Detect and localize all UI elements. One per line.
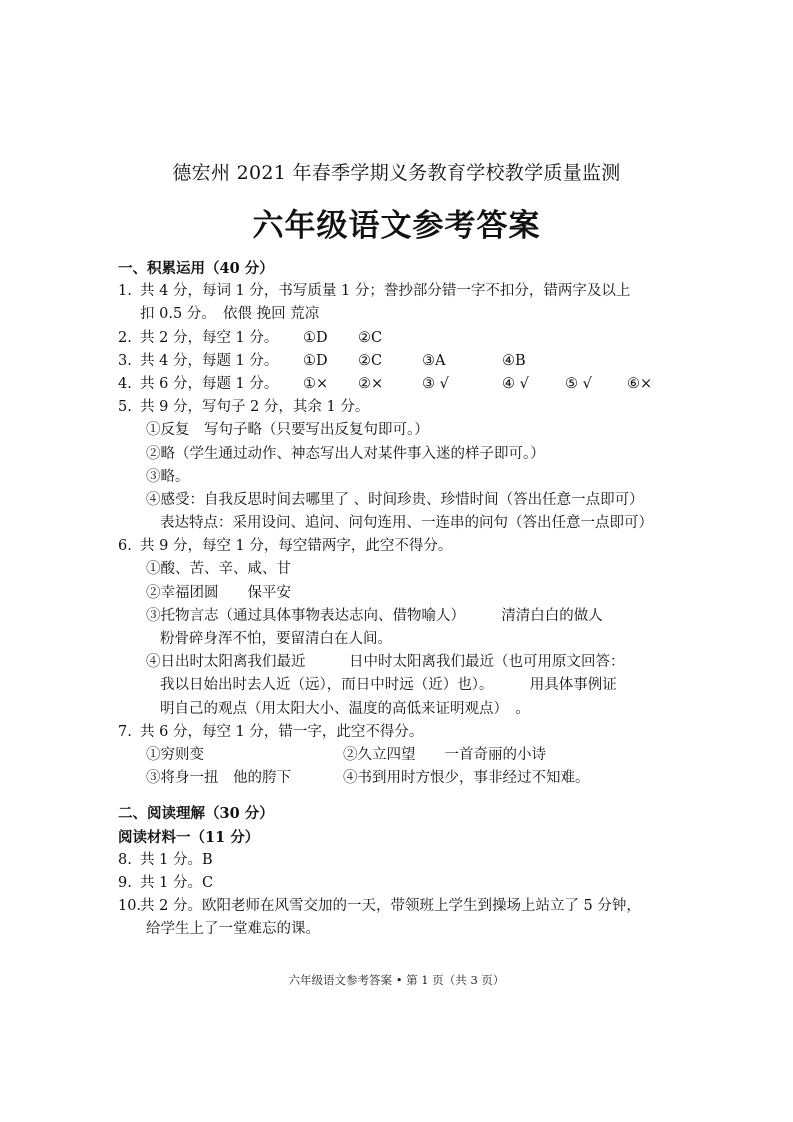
exam-subtitle: 德宏州 2021 年春季学期义务教育学校教学质量监测 [172, 162, 621, 184]
sub-answer [118, 674, 688, 697]
sub-answer-text: 粉骨碎身浑不怕，要留清白在人间。 [160, 631, 392, 647]
answer: ②C [358, 329, 383, 346]
question-number: 1. [118, 283, 132, 300]
sub-answer [118, 582, 688, 605]
reading-material-heading: 阅读材料一（11 分） [118, 828, 260, 846]
question-number: 3. [118, 352, 132, 369]
answer: ①D [303, 329, 328, 346]
question-text: 扣 0.5 分。 依偎 挽回 荒凉 [140, 306, 320, 323]
answer: ④B [502, 352, 526, 369]
question-9 [118, 872, 688, 895]
sub-answer-text: ②略（学生通过动作、神态写出人对某件事入迷的样子即可。） [146, 445, 545, 462]
sub-answer [118, 443, 688, 466]
answer: ②× [358, 375, 384, 392]
question-10-cont [118, 918, 688, 941]
question-1 [118, 280, 688, 303]
answer: ②C [358, 352, 383, 369]
answer: ③A [422, 352, 446, 369]
sub-answer-text: ③将身一扭 他的胯下 [146, 770, 291, 787]
question-lead: 共 4 分，每题 1 分。 [140, 352, 279, 369]
question-number: 10. [118, 898, 142, 915]
sub-answer-text: ④日出时太阳离我们最近 日中时太阳离我们最近（也可用原文回答： [146, 654, 625, 671]
question-3 [118, 350, 688, 373]
question-number: 4. [118, 375, 132, 392]
question-8 [118, 849, 688, 872]
answer: ⑥× [627, 375, 653, 392]
question-lead: 共 9 分，每空 1 分，每空错两字，此空不得分。 [140, 538, 453, 555]
sub-answer [118, 466, 688, 489]
sub-answer-row [118, 767, 688, 790]
question-number: 7. [118, 723, 132, 740]
question-1-cont [118, 303, 688, 326]
answer: ①× [303, 375, 329, 392]
question-2 [118, 327, 688, 350]
section-heading-1: 一、积累运用（40 分） [118, 260, 274, 277]
answer: ⑤ √ [565, 375, 592, 392]
question-lead: 共 6 分，每空 1 分，错一字，此空不得分。 [140, 723, 424, 740]
question-text: 共 1 分。B [140, 851, 213, 868]
sub-answer-text: ②幸福团圆 保平安 [146, 584, 291, 601]
sub-answer-text: ④感受：自我反思时间去哪里了 、时间珍贵、珍惜时间（答出任意一点即可） [146, 491, 644, 508]
sub-answer [118, 651, 688, 674]
sub-answer-text: ②久立四望 一首奇丽的小诗 [343, 746, 546, 763]
question-5 [118, 396, 688, 419]
sub-answer-text: ①反复 写句子略（只要写出反复句即可。） [146, 422, 429, 439]
answer: ①D [303, 352, 328, 369]
question-text: 共 2 分。欧阳老师在风雪交加的一天，带领班上学生到操场上站立了 5 分钟， [140, 898, 641, 915]
question-lead: 共 9 分，写句子 2 分，其余 1 分。 [140, 399, 370, 416]
sub-answer [118, 558, 688, 581]
sub-answer-text: 明自己的观点（用太阳大小、温度的高低来证明观点） 。 [160, 700, 530, 717]
question-number: 2. [118, 329, 132, 346]
question-number: 6. [118, 538, 132, 555]
question-number: 5. [118, 399, 132, 416]
sub-answer-text: ①穷则变 [146, 746, 204, 763]
question-6 [118, 535, 688, 558]
question-4 [118, 373, 688, 396]
question-lead: 共 2 分，每空 1 分。 [140, 329, 279, 346]
section-spacer [118, 790, 688, 802]
sub-answer [118, 605, 688, 628]
question-text: 共 1 分。C [140, 874, 214, 891]
answer: ④ √ [502, 375, 529, 392]
sub-answer [118, 698, 688, 721]
answer: ③ √ [422, 375, 449, 392]
section-heading-2: 二、阅读理解（30 分） [118, 805, 274, 823]
sub-answer [118, 419, 688, 442]
question-lead: 共 6 分，每题 1 分。 [140, 375, 279, 392]
sub-answer-text: 表达特点：采用设问、追问、问句连用、一连串的问句（答出任意一点即可） [160, 515, 653, 532]
question-text: 给学生上了一堂难忘的课。 [146, 921, 320, 938]
sub-answer [118, 489, 688, 512]
sub-answer-text: 我以日始出时去人近（远），而日中时远（近）也）。 用具体事例证 [160, 677, 617, 694]
question-7 [118, 721, 688, 744]
sub-answer-text: ①酸、苦、辛、咸、甘 [146, 561, 291, 578]
page-footer: 六年级语文参考答案 • 第 1 页（共 3 页） [288, 973, 505, 987]
sub-answer-text: ④书到用时方恨少，事非经过不知难。 [343, 770, 590, 787]
sub-answer-text: ③托物言志（通过具体事物表达志向、借物喻人） 清清白白的做人 [146, 607, 603, 624]
answer-content [118, 257, 688, 941]
page-title: 六年级语文参考答案 [252, 208, 541, 244]
question-text: 共 4 分，每词 1 分，书写质量 1 分；誊抄部分错一字不扣分，错两字及以上 [140, 283, 631, 300]
sub-answer-text: ③略。 [146, 468, 190, 485]
question-number: 9. [118, 874, 132, 891]
question-number: 8. [118, 851, 132, 868]
question-10 [118, 895, 688, 918]
sub-answer-row [118, 744, 688, 767]
sub-answer [118, 628, 688, 651]
sub-answer [118, 512, 688, 535]
